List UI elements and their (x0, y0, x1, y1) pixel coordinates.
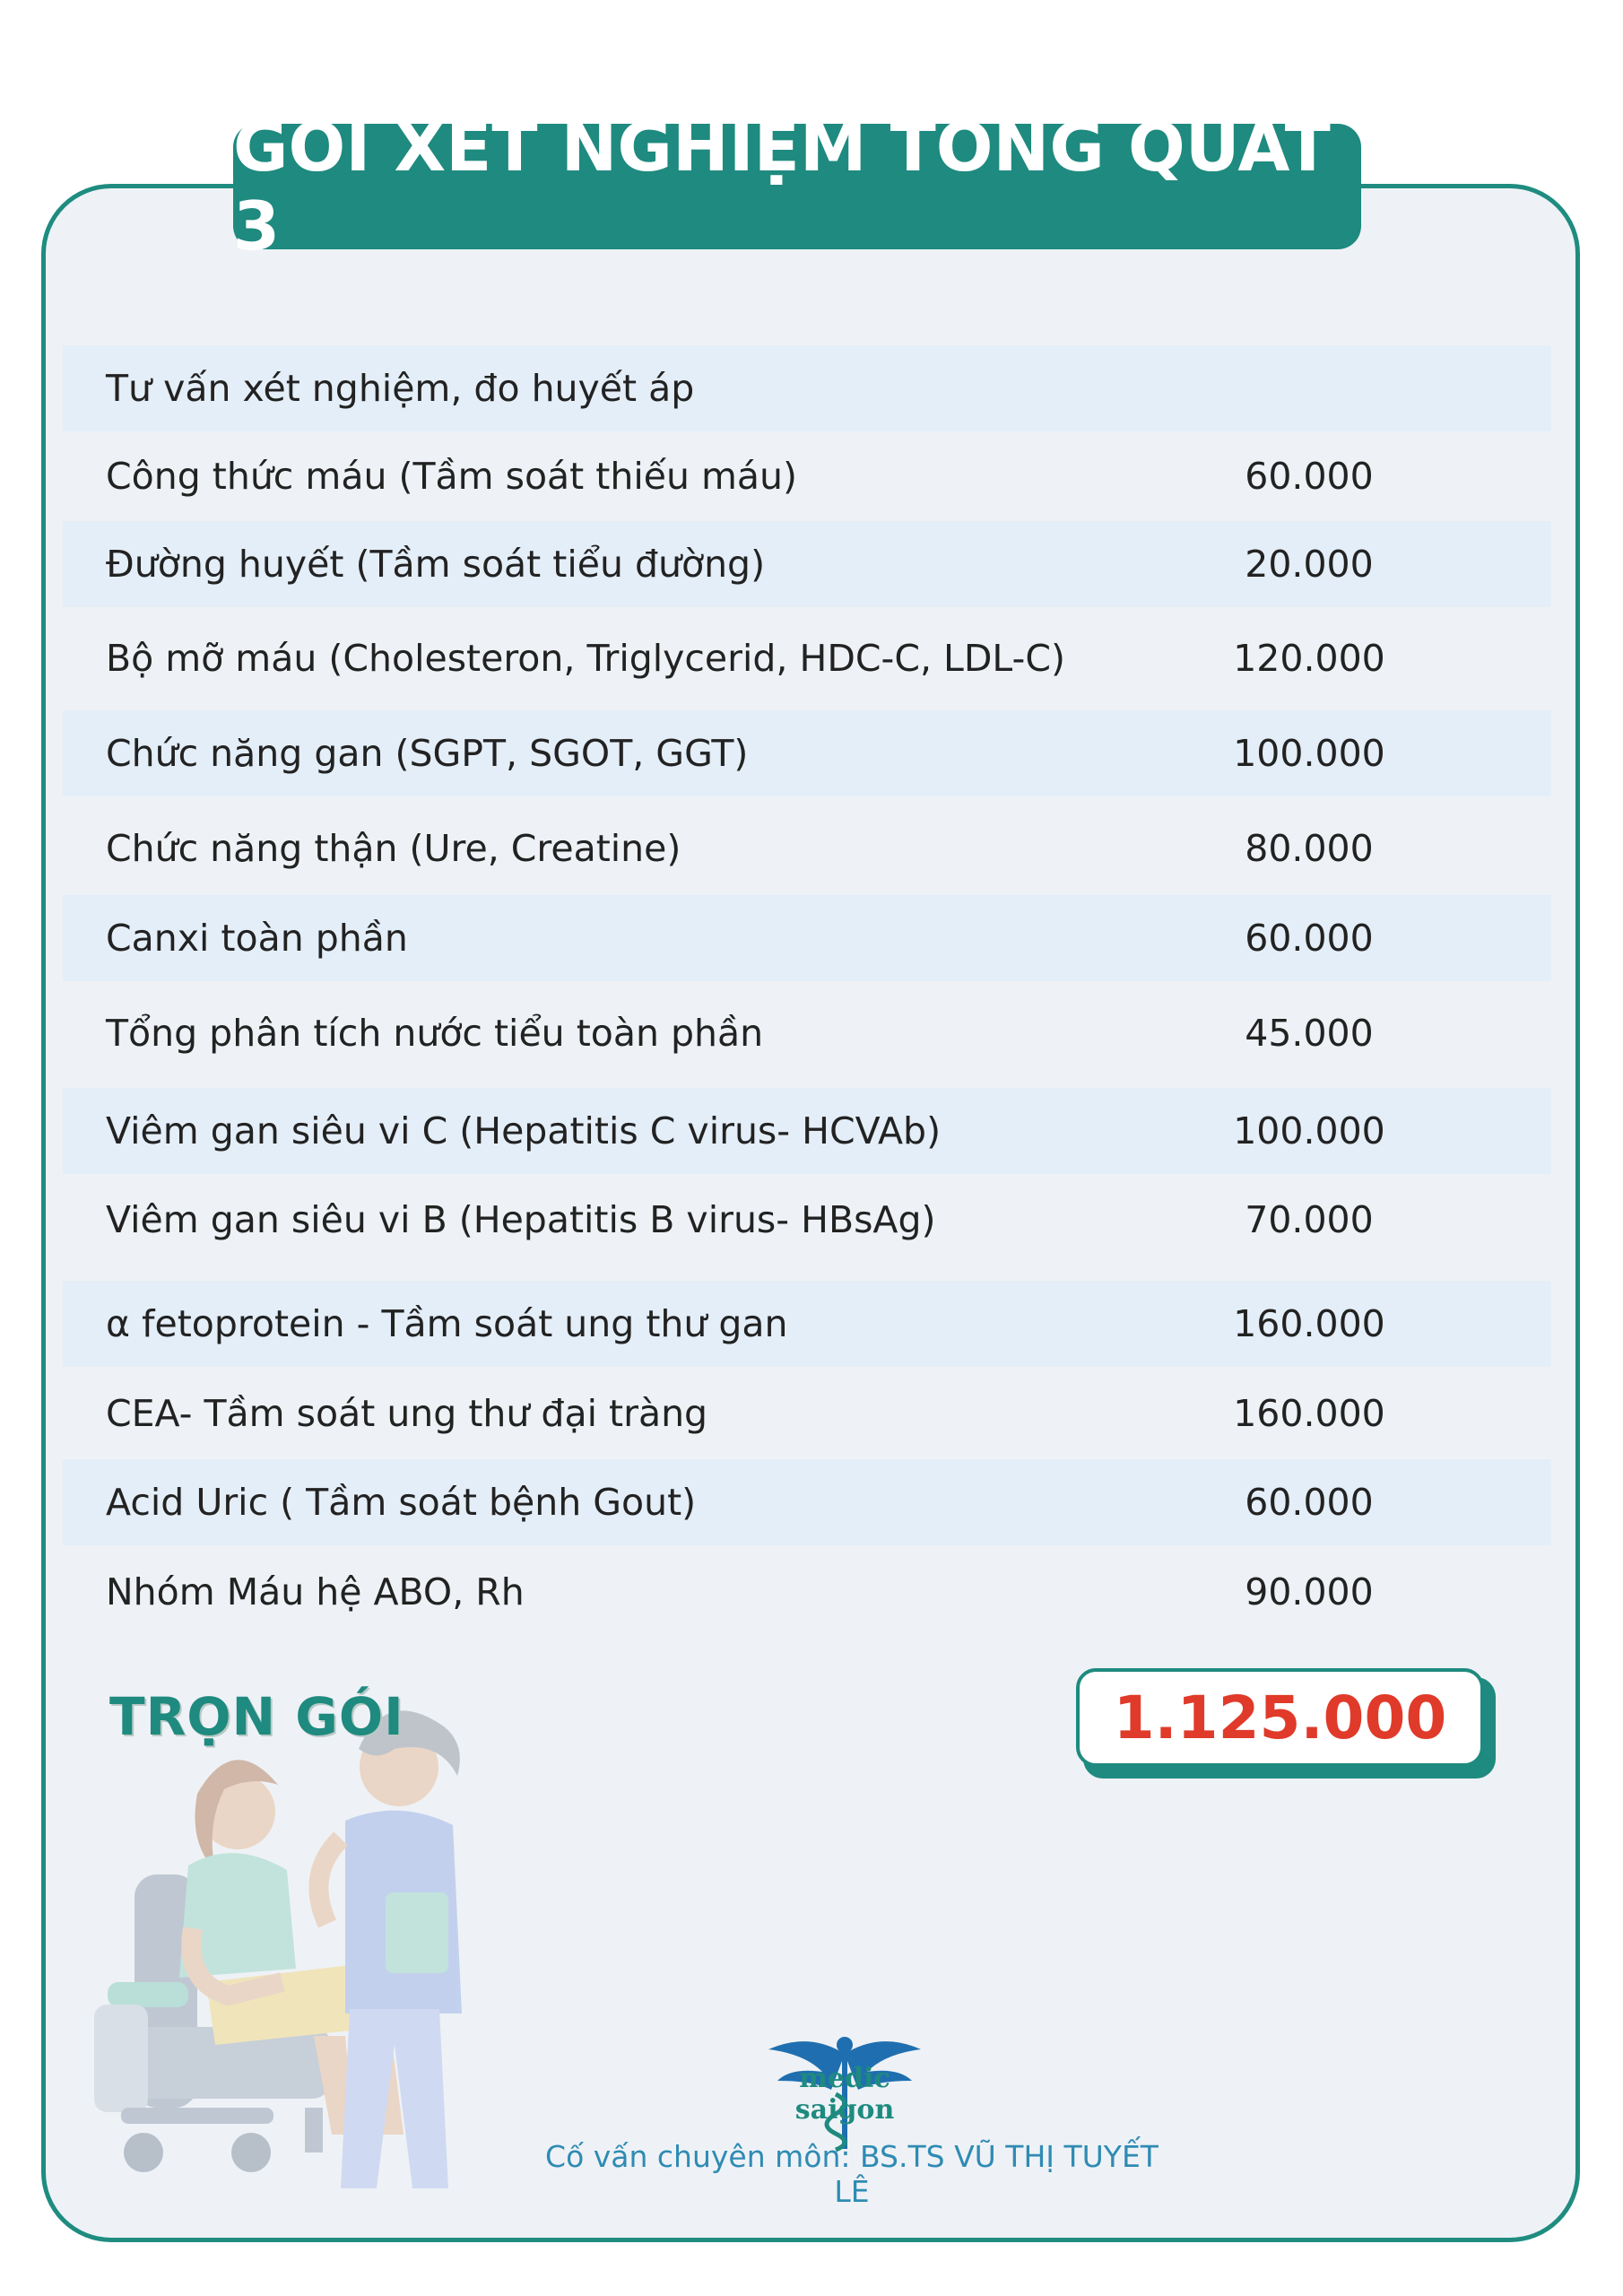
item-name: Nhóm Máu hệ ABO, Rh (106, 1570, 525, 1613)
logo-text: medic saigon (794, 2063, 895, 2126)
list-item (63, 1370, 1551, 1457)
item-name: Chức năng thận (Ure, Creatine) (106, 827, 681, 870)
list-item (63, 895, 1551, 981)
list-item (63, 521, 1551, 607)
item-price: 60.000 (1245, 1481, 1374, 1524)
item-price: 70.000 (1245, 1198, 1374, 1241)
item-name: Viêm gan siêu vi B (Hepatitis B virus- HBsAg) (106, 1198, 936, 1241)
item-name: Viêm gan siêu vi C (Hepatitis C virus- HCVAb) (106, 1109, 942, 1152)
item-price: 100.000 (1233, 1109, 1385, 1152)
item-price: 160.000 (1233, 1302, 1385, 1345)
item-price: 100.000 (1233, 732, 1385, 775)
package-title: GÓI XÉT NGHIỆM TỔNG QUÁT 3 (233, 124, 1361, 249)
list-item (63, 1549, 1551, 1635)
list-item (63, 1281, 1551, 1367)
advisor-text: Cố vấn chuyên môn: BS.TS VŨ THỊ TUYẾT LÊ (545, 2139, 1159, 2209)
item-price: 60.000 (1245, 917, 1374, 960)
item-name: Đường huyết (Tầm soát tiểu đường) (106, 543, 766, 586)
item-name: Tư vấn xét nghiệm, đo huyết áp (106, 367, 695, 410)
item-name: Acid Uric ( Tầm soát bệnh Gout) (106, 1481, 697, 1524)
list-item (63, 345, 1551, 431)
list-item (63, 805, 1551, 891)
list-item (63, 615, 1551, 701)
item-name: Bộ mỡ máu (Cholesteron, Triglycerid, HDC-C, LDL-C) (106, 637, 1065, 680)
list-item (63, 710, 1551, 796)
item-price: 80.000 (1245, 827, 1374, 870)
list-item (63, 1459, 1551, 1545)
item-price: 45.000 (1245, 1012, 1374, 1055)
item-price: 160.000 (1233, 1392, 1385, 1435)
list-item (63, 433, 1551, 519)
item-name: CEA- Tầm soát ung thư đại tràng (106, 1392, 708, 1435)
item-name: Canxi toàn phần (106, 917, 408, 960)
list-item (63, 990, 1551, 1076)
list-item (63, 1088, 1551, 1174)
package-total: 1.125.000 (1076, 1668, 1484, 1767)
item-price: 20.000 (1245, 543, 1374, 586)
item-name: α fetoprotein - Tầm soát ung thư gan (106, 1302, 788, 1345)
list-item (63, 1177, 1551, 1263)
package-label: TRỌN GÓI (109, 1686, 404, 1747)
nurse-patient-illustration (90, 1686, 556, 2206)
item-name: Công thức máu (Tầm soát thiếu máu) (106, 455, 798, 498)
item-price: 60.000 (1245, 455, 1374, 498)
item-name: Tổng phân tích nước tiểu toàn phần (106, 1012, 764, 1055)
item-price: 120.000 (1233, 637, 1385, 680)
item-price: 90.000 (1245, 1570, 1374, 1613)
item-name: Chức năng gan (SGPT, SGOT, GGT) (106, 732, 749, 775)
